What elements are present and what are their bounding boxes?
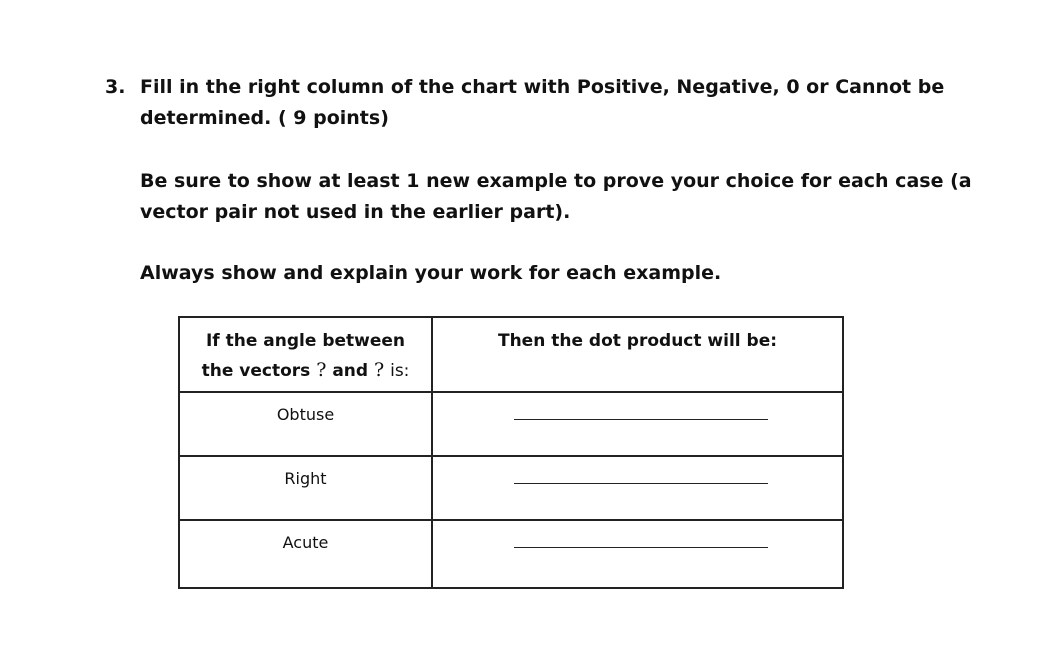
header-cell-angle [179, 317, 432, 392]
chart-header-row [179, 317, 843, 392]
angle-label-obtuse: Obtuse [276, 405, 335, 424]
header-dot-product-text: Then the dot product will be: [497, 331, 778, 351]
angle-cell [179, 456, 432, 520]
answer-cell [432, 392, 843, 456]
answer-blank-acute[interactable] [514, 547, 768, 548]
header-angle-and: and [332, 361, 369, 381]
question-number: 3. [105, 76, 126, 98]
angle-cell [179, 520, 432, 588]
answer-blank-obtuse[interactable] [514, 419, 768, 420]
table-row [179, 456, 843, 520]
vector-symbol-1: ? [316, 359, 327, 381]
example-instruction: Be sure to show at least 1 new example to prove your choice for each case (a vector pair not used in the earlier part). [140, 170, 972, 223]
question-instruction: Fill in the right column of the chart with Positive, Negative, 0 or Cannot be determined. ( 9 points) [140, 76, 945, 129]
question-body [140, 72, 985, 289]
angle-dot-product-chart [178, 316, 844, 589]
header-angle-text [180, 318, 431, 386]
header-angle-suffix: is: [390, 361, 410, 381]
work-instruction: Always show and explain your work for each example. [140, 262, 722, 284]
answer-blank-right[interactable] [514, 483, 768, 484]
header-angle-line1: If the angle between [205, 331, 406, 351]
angle-cell [179, 392, 432, 456]
answer-cell [432, 456, 843, 520]
answer-cell [432, 520, 843, 588]
vector-symbol-2: ? [373, 359, 385, 381]
header-angle-prefix: the vectors [201, 361, 311, 381]
table-row [179, 392, 843, 456]
table-row [179, 520, 843, 588]
angle-label-acute: Acute [282, 533, 329, 552]
header-cell-dot-product [432, 317, 843, 392]
angle-label-right: Right [284, 469, 327, 488]
